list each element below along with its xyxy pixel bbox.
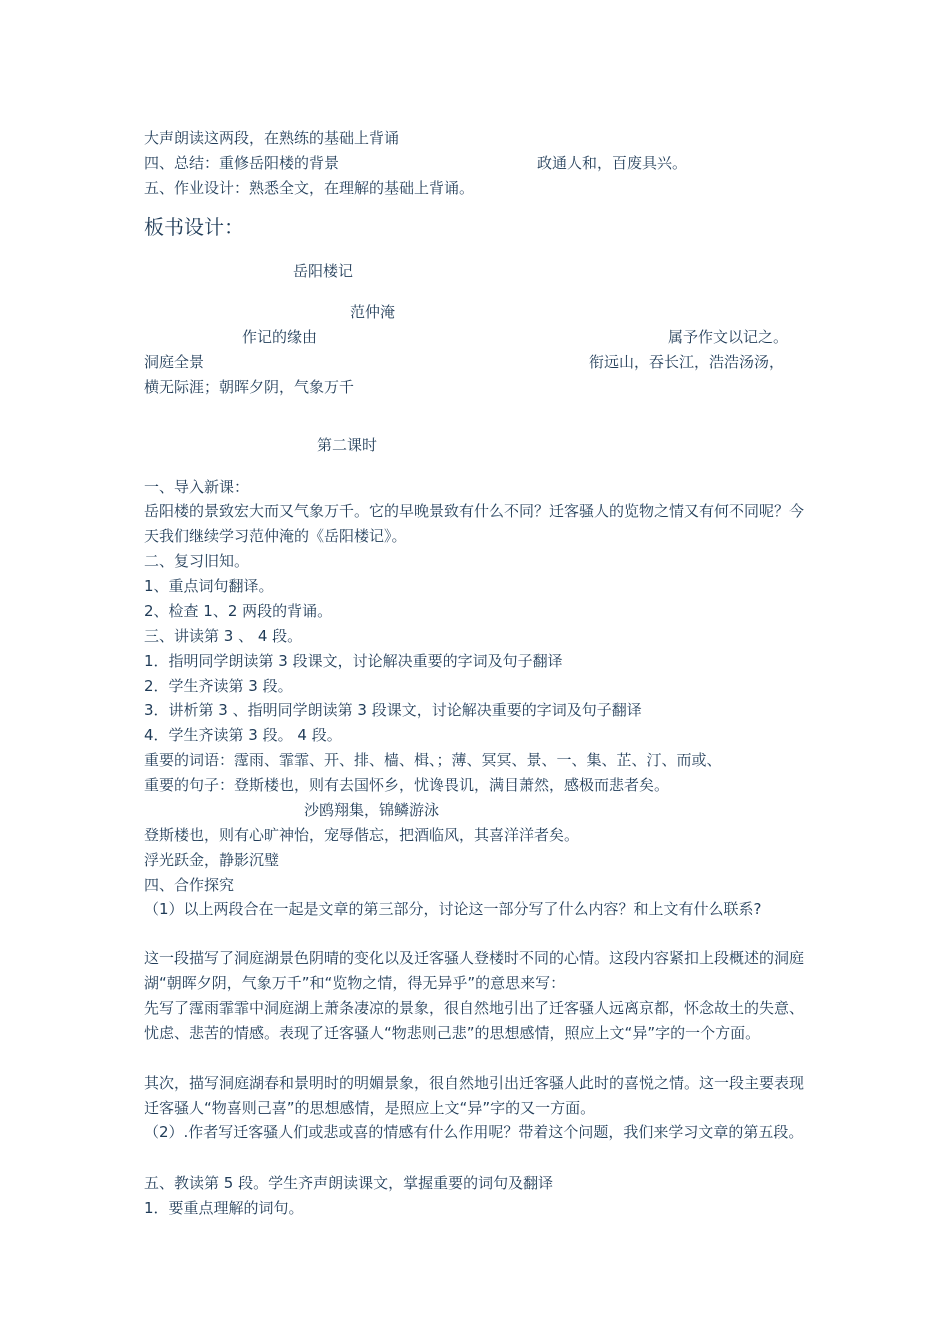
- board-scene-label: 洞庭全景: [144, 353, 205, 371]
- top-line-3: 五、作业设计：熟悉全文，在理解的基础上背诵。: [144, 179, 475, 197]
- lesson-title: 第二课时: [317, 436, 378, 454]
- lesson-paragraph: 登斯楼也，则有心旷神怡，宠辱偕忘，把酒临风，其喜洋洋者矣。: [144, 826, 580, 844]
- board-reason-label: 作记的缘由: [242, 328, 318, 346]
- top-line-2-left: 四、总结：重修岳阳楼的背景: [144, 154, 340, 172]
- top-line-1: 大声朗读这两段，在熟练的基础上背诵: [144, 129, 400, 147]
- lesson-paragraph: 3．讲析第 3 、指明同学朗读第 3 段课文，讨论解决重要的字词及句子翻译: [144, 701, 642, 719]
- lesson-paragraph: 浮光跃金，静影沉璧: [144, 851, 280, 869]
- lesson-paragraph: 二、复习旧知。: [144, 552, 250, 570]
- lesson-paragraph: 五、教读第 5 段。学生齐声朗读课文，掌握重要的词句及翻译: [144, 1174, 554, 1192]
- board-reason-text: 属予作文以记之。: [668, 328, 789, 346]
- lesson-paragraph: 重要的句子：登斯楼也，则有去国怀乡，忧谗畏讥，满目萧然，感极而悲者矣。: [144, 776, 670, 794]
- lesson-paragraph: 三、讲读第 3 、 4 段。: [144, 627, 303, 645]
- lesson-paragraph: 2．学生齐读第 3 段。: [144, 677, 293, 695]
- lesson-paragraph: 一、导入新课：: [144, 478, 250, 496]
- lesson-paragraph: 1．要重点理解的词句。: [144, 1199, 304, 1217]
- lesson-paragraph: 重要的词语：霪雨、霏霏、开、排、樯、楫、；薄、冥冥、景、一、集、芷、汀、而或、: [144, 751, 722, 769]
- board-scene-text: 衔远山，吞长江，浩浩汤汤，: [589, 353, 785, 371]
- lesson-paragraph: 四、合作探究: [144, 876, 235, 894]
- board-scene-continued: 横无际涯；朝晖夕阴，气象万千: [144, 378, 355, 396]
- board-author: 范仲淹: [350, 303, 396, 321]
- lesson-paragraph: 1、重点词句翻译。: [144, 577, 274, 595]
- lesson-paragraph: 先写了霪雨霏霏中洞庭湖上萧条凄凉的景象，很自然地引出了迁客骚人远离京都，怀念故土的失意、忧虑、悲苦的情感。表现了迁客骚人“物悲则己悲”的思想感情，照应上文“异”字的一个方面。: [144, 999, 805, 1042]
- lesson-paragraph: （1）以上两段合在一起是文章的第三部分，讨论这一部分写了什么内容？和上文有什么联系?: [144, 900, 762, 918]
- lesson-paragraph: 其次，描写洞庭湖春和景明时的明媚景象，很自然地引出迁客骚人此时的喜悦之情。这一段主要表现迁客骚人“物喜则己喜”的思想感情，是照应上文“异”字的又一方面。: [144, 1074, 805, 1117]
- lesson-paragraph: 1．指明同学朗读第 3 段课文，讨论解决重要的字词及句子翻译: [144, 652, 563, 670]
- lesson-paragraph: 岳阳楼的景致宏大而又气象万千。它的早晚景致有什么不同？迁客骚人的览物之情又有何不同呢？今天我们继续学习范仲淹的《岳阳楼记》。: [144, 502, 805, 545]
- lesson-paragraph: 沙鸥翔集，锦鳞游泳: [304, 801, 440, 819]
- board-title: 岳阳楼记: [293, 262, 354, 280]
- top-line-2-right: 政通人和，百废具兴。: [537, 154, 688, 172]
- board-heading: 板书设计：: [144, 215, 244, 239]
- lesson-paragraph: 2、检查 1、2 两段的背诵。: [144, 602, 333, 620]
- lesson-paragraph: 这一段描写了洞庭湖景色阴晴的变化以及迁客骚人登楼时不同的心情。这段内容紧扣上段概述的洞庭湖“朝晖夕阴，气象万千”和“览物之情，得无异乎”的意思来写：: [144, 949, 805, 992]
- lesson-paragraph: 4．学生齐读第 3 段。 4 段。: [144, 726, 342, 744]
- lesson-paragraph: （2）.作者写迁客骚人们或悲或喜的情感有什么作用呢？带着这个问题，我们来学习文章的第五段。: [144, 1123, 804, 1141]
